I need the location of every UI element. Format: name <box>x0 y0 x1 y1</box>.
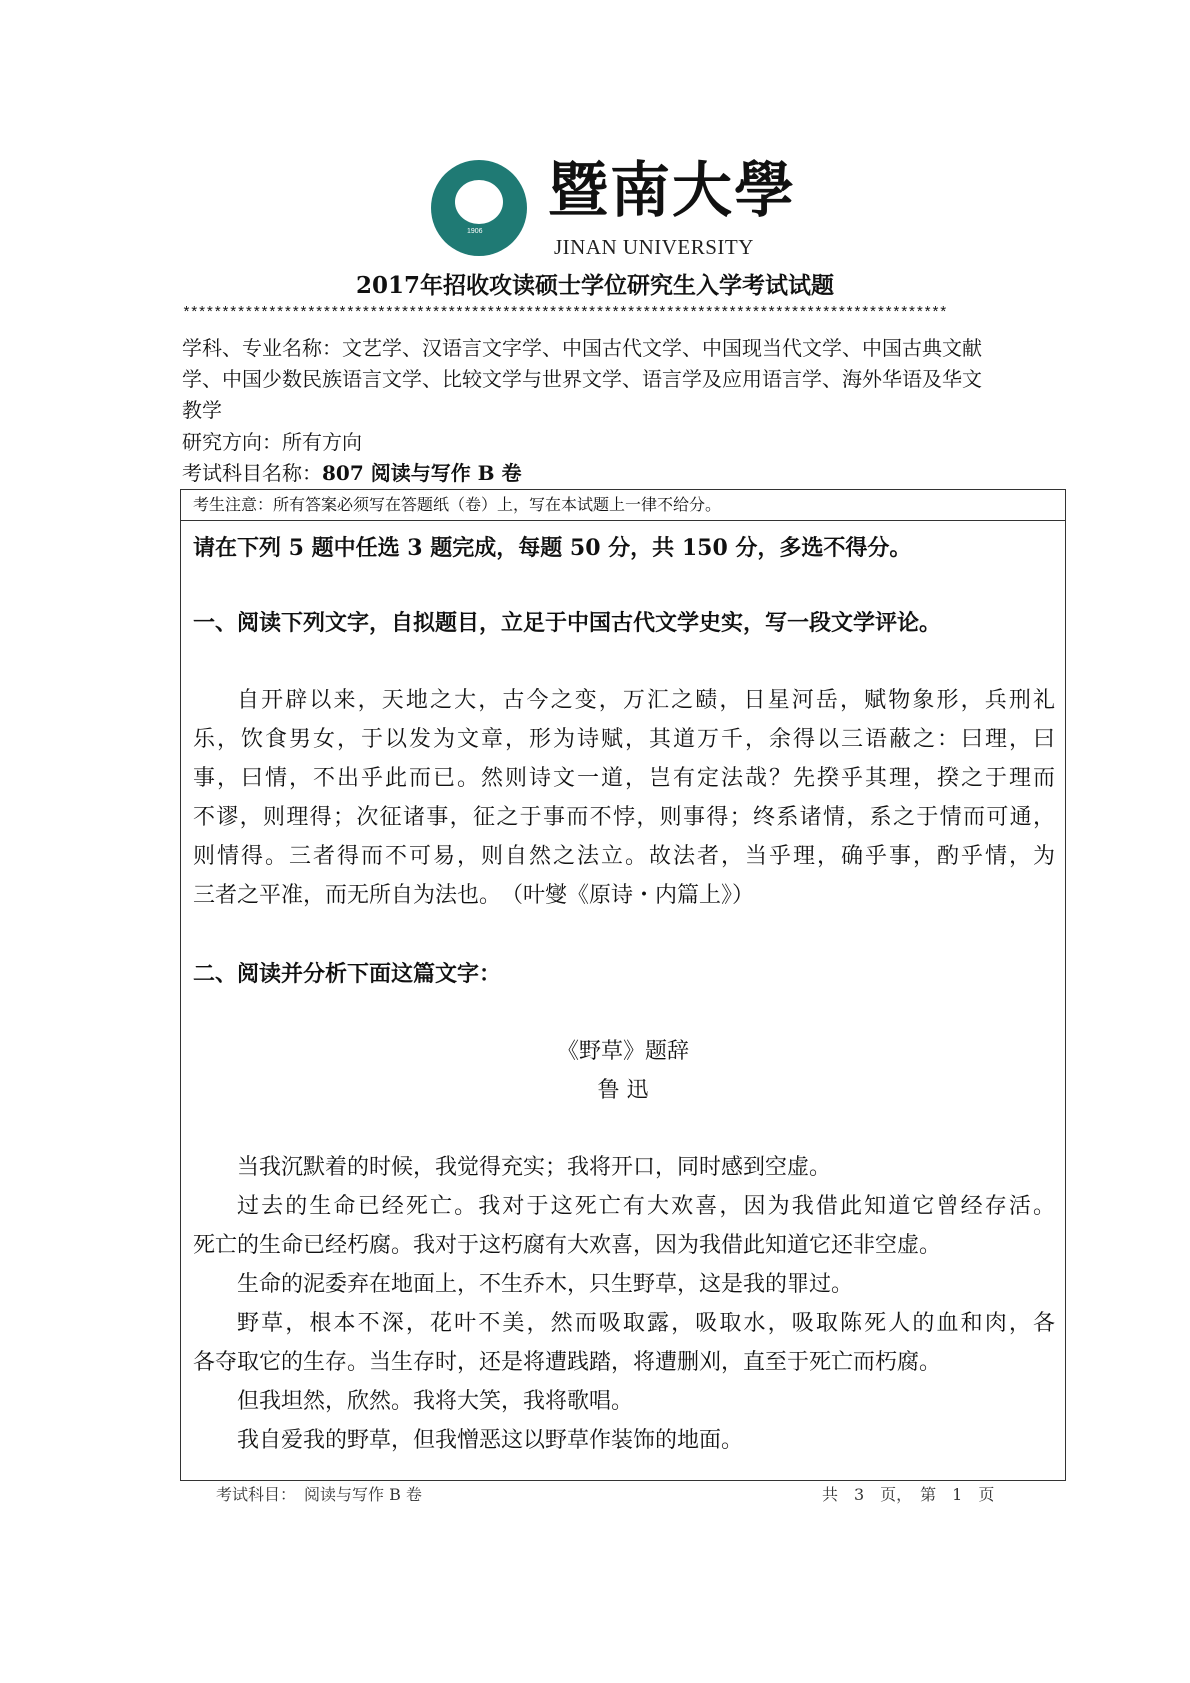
exam-subject <box>182 460 522 486</box>
university-seal-icon <box>431 160 527 256</box>
poem-title: 《野草》题辞 <box>556 1039 689 1064</box>
subject-line-1: 学科、专业名称：文艺学、汉语言文字学、中国古代文学、中国现当代文学、中国古典文献 <box>182 336 982 360</box>
separator: ************************************************************************************************** <box>182 306 947 322</box>
exam-title: 2017年招收攻读硕士学位研究生入学考试试题 <box>355 272 834 299</box>
instructions: 请在下列 5 题中任选 3 题完成，每题 50 分，共 150 分，多选不得分。 <box>193 535 912 561</box>
seal-year: 1906 <box>467 228 483 235</box>
q1-text-line: 自开辟以来，天地之大，古今之变，万汇之赜，日星河岳，赋物象形，兵刑礼 <box>237 688 1055 713</box>
q2-text-line: 生命的泥委弃在地面上，不生乔木，只生野草，这是我的罪过。 <box>237 1272 854 1297</box>
q1-text-line: 三者之平准，而无所自为法也。 （叶燮《原诗・内篇上》） <box>193 883 755 908</box>
subject-line-2: 学、中国少数民族语言文学、比较文学与世界文学、语言学及应用语言学、海外华语及华文 <box>182 367 982 391</box>
exam-subject-value: 807 阅读与写作 B 卷 <box>322 461 522 485</box>
footer-subject: 考试科目： 阅读与写作 B 卷 <box>216 1485 422 1504</box>
q2-text-line: 各夺取它的生存。当生存时，还是将遭践踏，将遭删刈，直至于死亡而朽腐。 <box>193 1350 942 1375</box>
candidate-notice: 考生注意：所有答案必须写在答题纸（卷）上，写在本试题上一律不给分。 <box>193 495 722 514</box>
q1-text-line: 事，曰情，不出乎此而已。然则诗文一道，岂有定法哉？先揆乎其理，揆之于理而 <box>193 766 1055 791</box>
q1-heading: 一、阅读下列文字，自拟题目，立足于中国古代文学史实，写一段文学评论。 <box>193 610 942 636</box>
poem-author: 鲁 迅 <box>597 1078 649 1103</box>
logo-chinese-name: 暨南大學 <box>548 156 796 226</box>
question-box <box>180 489 1066 1481</box>
research-direction: 研究方向：所有方向 <box>182 430 362 454</box>
q1-text-line: 乐，饮食男女，于以发为文章，形为诗赋，其道万千，余得以三语蔽之：曰理，曰 <box>193 727 1055 752</box>
q1-text-line: 则情得。三者得而不可易，则自然之法立。故法者，当乎理，确乎事，酌乎情，为 <box>193 844 1055 869</box>
q2-text-line: 我自爱我的野草，但我憎恶这以野草作装饰的地面。 <box>237 1428 744 1453</box>
q2-text-line: 过去的生命已经死亡。我对于这死亡有大欢喜，因为我借此知道它曾经存活。 <box>237 1194 1055 1219</box>
subject-line-3: 教学 <box>182 398 222 422</box>
footer-page-count: 共 3 页， 第 1 页 <box>822 1485 995 1504</box>
logo-english-name: JINAN UNIVERSITY <box>554 235 754 259</box>
q2-text-line: 但我坦然，欣然。我将大笑，我将歌唱。 <box>237 1389 634 1414</box>
q2-text-line: 死亡的生命已经朽腐。我对于这朽腐有大欢喜，因为我借此知道它还非空虚。 <box>193 1233 942 1258</box>
q1-text-line: 不谬，则理得；次征诸事，征之于事而不悖，则事得；终系诸情，系之于情而可通， <box>193 805 1055 830</box>
q2-text-line: 野草，根本不深，花叶不美，然而吸取露，吸取水，吸取陈死人的血和肉，各 <box>237 1311 1055 1336</box>
exam-subject-label: 考试科目名称： <box>182 461 322 485</box>
q2-text-line: 当我沉默着的时候，我觉得充实；我将开口，同时感到空虚。 <box>237 1155 832 1180</box>
q2-heading: 二、阅读并分析下面这篇文字： <box>193 961 502 987</box>
